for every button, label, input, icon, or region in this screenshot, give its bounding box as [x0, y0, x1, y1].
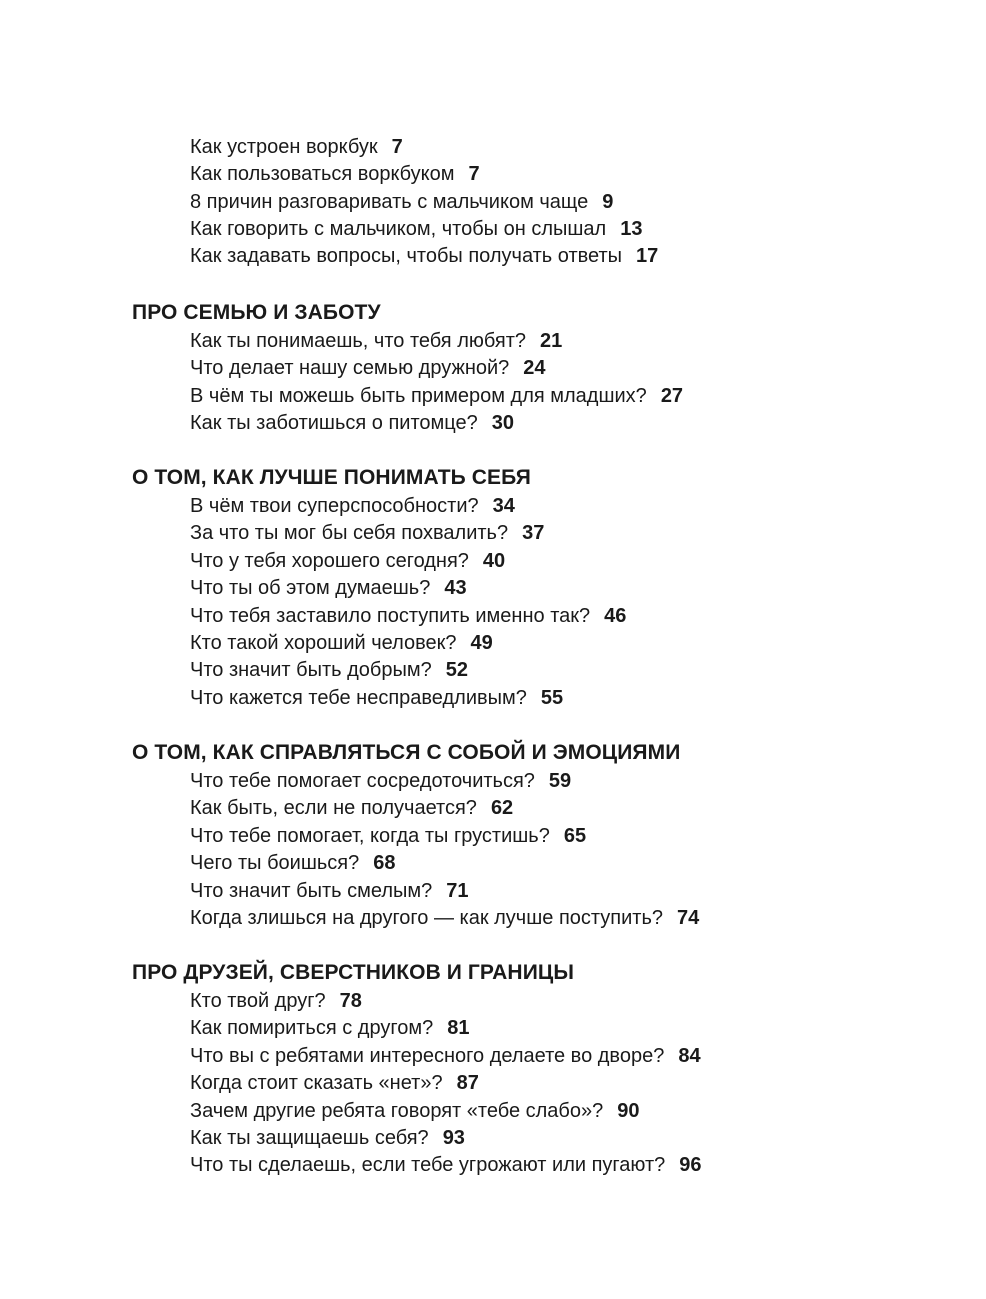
toc-entry[interactable] — [190, 878, 699, 905]
entry-title: Что тебя заставило поступить именно так? — [190, 604, 591, 627]
entry-page-number: 49 — [470, 631, 493, 654]
entry-page-number: 65 — [563, 824, 587, 847]
entry-page-number: 71 — [446, 879, 469, 902]
entry-title: Что делает нашу семью дружной? — [190, 357, 510, 380]
entry-page-number: 52 — [445, 659, 468, 682]
toc-entry[interactable] — [190, 410, 683, 437]
entry-title: Что ты об этом думаешь? — [190, 577, 431, 600]
toc-entry[interactable] — [190, 850, 699, 877]
entry-page-number: 78 — [339, 990, 362, 1012]
toc-entry[interactable] — [190, 603, 626, 630]
entry-page-number: 90 — [617, 1099, 640, 1122]
toc-entry[interactable] — [190, 823, 699, 850]
entry-title: Как ты понимаешь, что тебя любят? — [190, 330, 526, 352]
entry-page-number: 84 — [678, 1044, 701, 1067]
section-emotions — [132, 738, 699, 932]
section-entries — [132, 328, 683, 438]
toc-entry[interactable] — [190, 1152, 702, 1179]
toc-entry[interactable] — [190, 548, 626, 575]
entry-page-number: 7 — [468, 163, 480, 186]
toc-entry[interactable] — [190, 1043, 702, 1070]
toc-entry[interactable] — [190, 161, 658, 188]
entry-page-number: 96 — [679, 1154, 702, 1177]
entry-title: Как задавать вопросы, чтобы получать ответы — [190, 245, 623, 268]
toc-entry[interactable] — [190, 768, 699, 795]
section-entries — [132, 988, 702, 1180]
entry-title: Как устроен воркбук — [190, 136, 378, 158]
toc-entry[interactable] — [190, 355, 683, 382]
entry-title: Что кажется тебе несправедливым? — [190, 686, 527, 709]
toc-entry[interactable] — [190, 216, 658, 243]
entry-title: Когда злишься на другого — как лучше поступить? — [190, 906, 663, 929]
toc-entry[interactable] — [190, 1125, 702, 1152]
entry-title: За что ты мог бы себя похвалить? — [190, 522, 509, 545]
entry-title: Как говорить с мальчиком, чтобы он слышал — [190, 217, 607, 240]
entry-page-number: 37 — [522, 522, 545, 545]
entry-page-number: 24 — [523, 357, 546, 380]
toc-entry[interactable] — [190, 1070, 702, 1097]
intro-entries — [190, 134, 658, 270]
entry-title: В чём ты можешь быть примером для младших? — [190, 384, 647, 407]
toc-entry[interactable] — [190, 493, 626, 520]
entry-title: Как пользоваться воркбуком — [190, 163, 455, 186]
toc-entry[interactable] — [190, 1098, 702, 1125]
toc-entry[interactable] — [190, 575, 626, 602]
entry-title: Что тебе помогает, когда ты грустишь? — [190, 824, 550, 847]
toc-entry[interactable] — [190, 383, 683, 410]
entry-title: Когда стоит сказать «нет»? — [190, 1072, 443, 1095]
entry-title: Как ты защищаешь себя? — [190, 1126, 429, 1149]
entry-title: Чего ты боишься? — [190, 852, 360, 875]
entry-page-number: 13 — [620, 217, 643, 240]
entry-title: В чём твои суперспособности? — [190, 495, 479, 517]
entry-title: Как ты заботишься о питомце? — [190, 412, 478, 435]
section-heading: ПРО СЕМЬЮ И ЗАБОТУ — [132, 301, 381, 324]
toc-entry[interactable] — [190, 243, 658, 270]
entry-page-number: 55 — [540, 686, 564, 709]
toc-entry[interactable] — [190, 134, 658, 161]
entry-page-number: 21 — [540, 330, 563, 352]
entry-title: Что значит быть смелым? — [190, 879, 433, 902]
entry-page-number: 9 — [602, 190, 614, 213]
entry-page-number: 74 — [677, 906, 700, 929]
entry-page-number: 68 — [373, 852, 396, 875]
entry-title: Кто такой хороший человек? — [190, 631, 457, 654]
entry-page-number: 27 — [660, 384, 684, 407]
toc-entry[interactable] — [190, 630, 626, 657]
entry-title: Как быть, если не получается? — [190, 797, 477, 820]
entry-title: Что ты сделаешь, если тебе угрожают или пугают? — [190, 1154, 666, 1177]
entry-page-number: 17 — [636, 245, 659, 268]
toc-entry[interactable] — [190, 988, 702, 1015]
toc-entry[interactable] — [190, 795, 699, 822]
entry-title: Как помириться с другом? — [190, 1017, 434, 1040]
section-heading: О ТОМ, КАК ЛУЧШЕ ПОНИМАТЬ СЕБЯ — [132, 466, 531, 489]
entry-page-number: 40 — [482, 549, 506, 572]
entry-page-number: 46 — [604, 604, 627, 627]
entry-page-number: 43 — [444, 577, 467, 600]
entry-title: 8 причин разговаривать с мальчиком чаще — [190, 190, 589, 213]
entry-page-number: 7 — [391, 136, 403, 158]
entry-page-number: 81 — [447, 1017, 470, 1040]
section-entries — [132, 493, 626, 712]
toc-entry[interactable] — [190, 189, 658, 216]
entry-title: Зачем другие ребята говорят «тебе слабо»? — [190, 1099, 604, 1122]
section-understanding-self — [132, 463, 626, 712]
entry-page-number: 93 — [442, 1126, 465, 1149]
toc-entry[interactable] — [190, 685, 626, 712]
entry-title: Что у тебя хорошего сегодня? — [190, 549, 469, 572]
toc-entry[interactable] — [190, 905, 699, 932]
entry-title: Кто твой друг? — [190, 990, 326, 1012]
toc-entry[interactable] — [190, 657, 626, 684]
section-family-care — [132, 298, 683, 438]
entry-page-number: 34 — [492, 495, 515, 517]
section-heading: О ТОМ, КАК СПРАВЛЯТЬСЯ С СОБОЙ И ЭМОЦИЯМИ — [132, 741, 681, 764]
section-heading: ПРО ДРУЗЕЙ, СВЕРСТНИКОВ И ГРАНИЦЫ — [132, 961, 574, 984]
entry-title: Что тебе помогает сосредоточиться? — [190, 770, 535, 792]
entry-page-number: 62 — [490, 797, 514, 820]
entry-page-number: 87 — [456, 1072, 479, 1095]
entry-page-number: 59 — [548, 770, 572, 792]
entry-page-number: 30 — [491, 412, 515, 435]
section-friends-boundaries — [132, 958, 702, 1180]
section-entries — [132, 768, 699, 932]
toc-entry[interactable] — [190, 1015, 702, 1042]
toc-entry[interactable] — [190, 328, 683, 355]
toc-entry[interactable] — [190, 520, 626, 547]
entry-title: Что значит быть добрым? — [190, 659, 432, 682]
entry-title: Что вы с ребятами интересного делаете во дворе? — [190, 1044, 665, 1067]
